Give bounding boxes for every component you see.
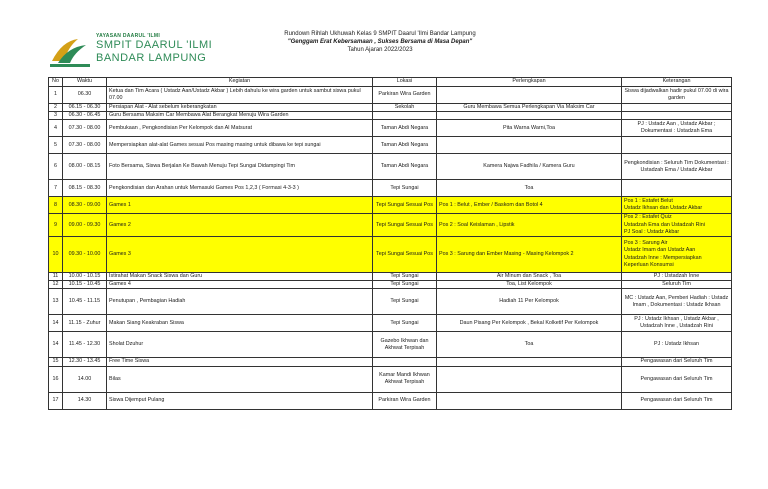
row-activity: Guru Bersama Maksim Car Membawa Alat Berangkat Menuju Wira Garden: [107, 112, 373, 120]
document-motto: "Genggam Erat Kebersamaan , Sukses Bersama di Masa Depan": [287, 39, 473, 45]
row-activity: Siswa Dijemput Pulang: [107, 392, 373, 409]
row-time: 14.00: [63, 366, 107, 392]
row-equipment: Pos 2 : Soal Keislaman , Lipstik: [437, 214, 622, 237]
table-row: [49, 237, 732, 273]
row-activity: Bilas: [107, 366, 373, 392]
row-number: 16: [49, 366, 63, 392]
document-title: Rundown Rihlah Ukhuwah Kelas 9 SMPIT Daarul 'Ilmi Bandar Lampung: [284, 31, 476, 37]
row-time: 08.15 - 08.30: [63, 180, 107, 197]
row-time: 09.00 - 09.30: [63, 214, 107, 237]
row-location: Tepi Sungai: [373, 315, 437, 332]
row-location: Tepi Sungai: [373, 289, 437, 315]
row-number: 4: [49, 120, 63, 137]
row-notes: Seluruh Tim: [622, 281, 732, 289]
table-row: [49, 289, 732, 315]
row-notes: [622, 197, 732, 214]
row-activity: Pembukaan , Pengkondisian Per Kelompok dan Al Matsurat: [107, 120, 373, 137]
row-number: 8: [49, 197, 63, 214]
table-row: [49, 392, 732, 409]
row-notes: [622, 137, 732, 154]
row-number: 17: [49, 392, 63, 409]
row-activity: Mempersiapkan alat-alat Games sesuai Pos masing masing untuk dibawa ke tepi sungai: [107, 137, 373, 154]
column-header-kegiatan: Kegiatan: [107, 78, 373, 87]
row-notes: [622, 214, 732, 237]
row-location: Gazebo Ikhwan dan Akhwat Terpisah: [373, 332, 437, 358]
row-equipment: [437, 87, 622, 104]
row-time: 14.30: [63, 392, 107, 409]
column-header-perlengkapan: Perlengkapan: [437, 78, 622, 87]
row-equipment: Toa: [437, 180, 622, 197]
row-notes: [622, 104, 732, 112]
row-activity: Games 1: [107, 197, 373, 214]
row-time: 10.15 - 10.45: [63, 281, 107, 289]
table-row: [49, 154, 732, 180]
row-time: 11.15 - Zuhur: [63, 315, 107, 332]
row-activity: Penutupan , Pembagian Hadiah: [107, 289, 373, 315]
note-line: Ustadz Ikhsan dan Ustadz Akbar: [624, 205, 703, 212]
row-location: Tepi Sungai: [373, 180, 437, 197]
row-location: Tepi Sungai: [373, 273, 437, 281]
row-time: 11.45 - 12.30: [63, 332, 107, 358]
school-city: BANDAR LAMPUNG: [96, 52, 207, 64]
note-line: Ustadzah Inne : Mempersiapkan: [624, 254, 702, 261]
row-location: Parkiran Wira Garden: [373, 392, 437, 409]
row-time: 08.30 - 09.00: [63, 197, 107, 214]
document-heading: [250, 30, 510, 54]
row-number: 10: [49, 237, 63, 273]
row-time: 06.30: [63, 87, 107, 104]
row-equipment: [437, 137, 622, 154]
row-number: 2: [49, 104, 63, 112]
row-time: 06.15 - 06.30: [63, 104, 107, 112]
row-activity: Persiapan Alat - Alat sebelum keberangkatan: [107, 104, 373, 112]
note-line: Pos 2 : Estafet Quiz: [624, 214, 672, 221]
row-activity: Sholat Dzuhur: [107, 332, 373, 358]
table-row: [49, 87, 732, 104]
column-header-keterangan: Keterangan: [622, 78, 732, 87]
note-line: PJ Soal : Ustadz Akbar: [624, 228, 680, 235]
row-number: 15: [49, 358, 63, 366]
row-equipment: Hadiah 11 Per Kelompok: [437, 289, 622, 315]
row-notes: Pengawasan dari Seluruh Tim: [622, 358, 732, 366]
rundown-table: [48, 77, 732, 410]
row-activity: Makan Siang Keakraban Siswa: [107, 315, 373, 332]
row-location: Tepi Sungai Sesuai Pos: [373, 214, 437, 237]
row-equipment: [437, 358, 622, 366]
row-number: 11: [49, 273, 63, 281]
row-number: 1: [49, 87, 63, 104]
row-equipment: Pos 1 : Belut , Ember / Baskom dan Botol 4: [437, 197, 622, 214]
table-row: [49, 366, 732, 392]
row-notes: Pengawasan dari Seluruh Tim: [622, 366, 732, 392]
row-equipment: Air Minum dan Snack , Toa: [437, 273, 622, 281]
note-line: Ustadzah Ema dan Ustadzah Rini: [624, 221, 705, 228]
column-header-no: No: [49, 78, 63, 87]
row-time: 12.30 - 13.45: [63, 358, 107, 366]
school-name: SMPIT DAARUL 'ILMI: [96, 39, 213, 51]
row-notes: PJ : Ustadz Aan , Ustadz Akbar ; Dokumentasi : Ustadzah Ema: [622, 120, 732, 137]
row-activity: Free Time Siswa: [107, 358, 373, 366]
note-line: Ustadz Imam dan Ustadz Aan: [624, 247, 696, 254]
row-time: 10.00 - 10.15: [63, 273, 107, 281]
table-row: [49, 332, 732, 358]
table-row: [49, 281, 732, 289]
row-activity: Istirahat Makan Snack Siswa dan Guru: [107, 273, 373, 281]
row-location: Tepi Sungai Sesuai Pos: [373, 197, 437, 214]
note-line: Keperluan Konsumsi: [624, 261, 674, 268]
row-activity: Foto Bersama, Siswa Berjalan Ke Bawah Menuju Tepi Sungai Didampingi Tim: [107, 154, 373, 180]
row-equipment: [437, 112, 622, 120]
row-time: 07.30 - 08.00: [63, 137, 107, 154]
row-location: Taman Abdi Negara: [373, 120, 437, 137]
row-equipment: [437, 392, 622, 409]
row-activity: Ketua dan Tim Acara ( Ustadz Aan/Ustadz Akbar ) Lebih dahulu ke wira garden untuk sambut siswa pukul 07.00: [107, 87, 373, 104]
table-row: [49, 120, 732, 137]
row-equipment: Guru Membawa Semua Perlengkapan Via Maksim Car: [437, 104, 622, 112]
row-location: Kamar Mandi Ikhwan Akhwat Terpisah: [373, 366, 437, 392]
academic-year: Tahun Ajaran 2022/2023: [347, 47, 413, 53]
table-row: [49, 137, 732, 154]
row-equipment: Pos 3 : Sarung dan Ember Masing - Masing Kelompok 2: [437, 237, 622, 273]
row-activity: Games 4: [107, 281, 373, 289]
row-location: Tepi Sungai: [373, 281, 437, 289]
table-row: [49, 197, 732, 214]
row-activity: Games 2: [107, 214, 373, 237]
row-activity: Pengkondisian dan Arahan untuk Memasuki Games Pos 1,2,3 ( Formasi 4-3-3 ): [107, 180, 373, 197]
row-number: 5: [49, 137, 63, 154]
row-notes: Pengawasan dari Seluruh Tim: [622, 392, 732, 409]
row-equipment: [437, 366, 622, 392]
row-notes: Pengkondisian : Seluruh Tim Dokumentasi : Ustadzah Ema / Ustadz Akbar: [622, 154, 732, 180]
table-row: [49, 104, 732, 112]
row-time: 06.30 - 06.45: [63, 112, 107, 120]
school-emblem-icon: [48, 35, 92, 69]
row-equipment: Toa: [437, 332, 622, 358]
row-notes: PJ : Ustadz Ikhsan , Ustadz Akbar , Ustadzah Inne , Ustadzah Rini: [622, 315, 732, 332]
column-header-lokasi: Lokasi: [373, 78, 437, 87]
row-notes: MC : Ustadz Aan, Pemberi Hadiah : Ustadz Imam , Dokumentasi : Ustadz Ikhsan: [622, 289, 732, 315]
row-notes: [622, 112, 732, 120]
row-notes: [622, 237, 732, 273]
row-notes: [622, 180, 732, 197]
table-row: [49, 273, 732, 281]
row-number: 7: [49, 180, 63, 197]
row-number: 3: [49, 112, 63, 120]
row-activity: Games 3: [107, 237, 373, 273]
row-number: 6: [49, 154, 63, 180]
row-location: Taman Abdi Negara: [373, 137, 437, 154]
row-equipment: Daun Pisang Per Kelompok , Bekal Kolketif Per Kelompok: [437, 315, 622, 332]
row-number: 9: [49, 214, 63, 237]
note-line: Pos 3 : Sarung Air: [624, 240, 668, 247]
row-location: Sekolah: [373, 104, 437, 112]
row-notes: Siswa dijadwalkan hadir pukul 07.00 di wira garden: [622, 87, 732, 104]
column-header-waktu: Waktu: [63, 78, 107, 87]
note-line: Pos 1 : Estafet Belut: [624, 198, 673, 205]
row-location: [373, 358, 437, 366]
row-number: 14: [49, 315, 63, 332]
table-row: [49, 214, 732, 237]
row-equipment: Pita Warna Warni,Toa: [437, 120, 622, 137]
table-row: [49, 315, 732, 332]
row-time: 09.30 - 10.00: [63, 237, 107, 273]
row-notes: PJ : Ustadzah Inne: [622, 273, 732, 281]
table-row: [49, 180, 732, 197]
row-location: [373, 112, 437, 120]
row-location: Taman Abdi Negara: [373, 154, 437, 180]
row-location: Tepi Sungai Sesuai Pos: [373, 237, 437, 273]
row-number: 12: [49, 281, 63, 289]
row-location: Parkiran Wira Garden: [373, 87, 437, 104]
row-notes: PJ : Ustadz Ikhsan: [622, 332, 732, 358]
row-number: 13: [49, 289, 63, 315]
row-number: 14: [49, 332, 63, 358]
row-time: 10.45 - 11.15: [63, 289, 107, 315]
row-equipment: Kamera Najwa Fadhila / Kamera Guru: [437, 154, 622, 180]
row-equipment: Toa, List Kelompok: [437, 281, 622, 289]
foundation-name: YAYASAN DAARUL 'ILMI: [96, 33, 161, 39]
table-row: [49, 358, 732, 366]
row-time: 08.00 - 08.15: [63, 154, 107, 180]
row-time: 07.30 - 08.00: [63, 120, 107, 137]
table-header-row: [49, 78, 732, 87]
table-row: [49, 112, 732, 120]
